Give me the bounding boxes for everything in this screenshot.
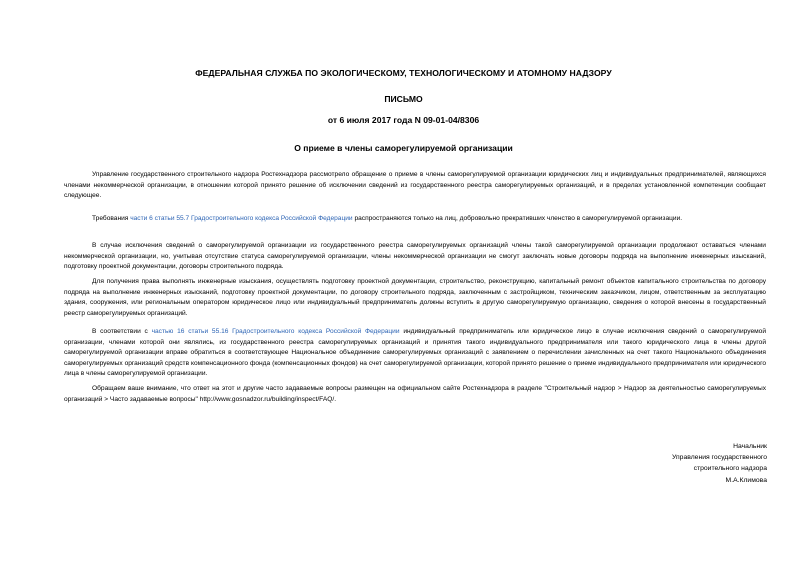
document-date-number: от 6 июля 2017 года N 09-01-04/8306 <box>327 115 480 125</box>
document-type: ПИСЬМО <box>384 94 423 104</box>
paragraph-1: Управление государственного строительного надзора Ростехнадзора рассмотрело обращение о приеме в члены саморегулируемой организации юридических лиц и индивидуальных предпринимателей, являющихся членами некоммерческой организации, в отношении которой принято решение об исключении сведений из государственного реестра саморегулируемых организаций, и в пределах установленной компетенции сообщает следующее. <box>64 171 766 199</box>
paragraph-2-text-before: Требования <box>92 215 131 222</box>
grad-code-art-55-7-link[interactable]: части 6 статьи 55.7 Градостроительного кодекса Российской Федерации <box>130 215 353 222</box>
grad-code-art-55-16-link[interactable]: частью 16 статьи 55.16 Градостроительного кодекса Российской Федерации <box>151 328 400 335</box>
signature-position: Начальник <box>733 443 767 450</box>
paragraph-5-text-after: индивидуальный предприниматель или юридическое лицо в случае исключения сведений о саморегулируемой организации, членами которой они являлись, из государственного реестра саморегулируемых организаций и принятия такого индивидуального предпринимателя или такого юридического лица в члены другой саморегулируемой организации вправе обратиться в соответствующее Национальное объединение саморегулируемых организаций с заявлением о перечислении зачисленных на счет такого Национального объединения саморегулируемых организаций средств компенсационного фонда (компенсационных фондов) на счет саморегулируемой организации, которой принято решение о приеме индивидуального предпринимателя или юридического лица в члены саморегулируемой организации. <box>64 328 767 377</box>
signature-department: Управления государственного <box>671 454 767 462</box>
paragraph-4: Для получения права выполнять инженерные изыскания, осуществлять подготовку проектной документации, строительство, реконструкцию, капитальный ремонт объектов капитального строительства по договору подряда на выполнение инженерных изысканий, подготовку проектной документации, по договору строительного подряда, заключенным с застройщиком, техническим заказчиком, лицом, ответственным за эксплуатацию здания, сооружения, или региональным оператором юридическое лицо или индивидуальный предприниматель должны вступить в другую саморегулируемую организацию, сведения о которой внесены в государственный реестр саморегулируемых организаций. <box>64 278 766 317</box>
signature-department-cont: строительного надзора <box>693 465 767 473</box>
signature-block <box>672 441 767 486</box>
document-subject: О приеме в члены саморегулируемой организации <box>294 143 513 153</box>
signature-name: М.А.Климова <box>725 476 767 484</box>
agency-title: ФЕДЕРАЛЬНАЯ СЛУЖБА ПО ЭКОЛОГИЧЕСКОМУ, ТЕХНОЛОГИЧЕСКОМУ И АТОМНОМУ НАДЗОРУ <box>195 68 612 78</box>
paragraph-3: В случае исключения сведений о саморегулируемой организации из государственного реестра саморегулируемых организаций члены такой саморегулируемой организации продолжают оставаться членами некоммерческой организации, но, учитывая отсутствие статуса саморегулируемой организации, члены некоммерческой организации не смогут заключать новые договоры подряда на выполнение инженерных изысканий, подготовку проектной документации, договоры строительного подряда. <box>64 242 766 270</box>
paragraph-5-text-before: В соответствии с <box>92 328 152 335</box>
paragraph-2 <box>64 214 766 225</box>
paragraph-2-text-after: распространяются только на лиц, добровольно прекративших членство в саморегулируемой организации. <box>352 215 683 222</box>
paragraph-6: Обращаем ваше внимание, что ответ на этот и другие часто задаваемые вопросы размещен на официальном сайте Ростехнадзора в разделе "Строительный надзор > Надзор за деятельностью саморегулируемых организаций > Часто задаваемые вопросы" http://www.gosnadzor.ru/building/inspect/FAQ/. <box>64 385 766 403</box>
paragraph-5 <box>64 327 766 380</box>
